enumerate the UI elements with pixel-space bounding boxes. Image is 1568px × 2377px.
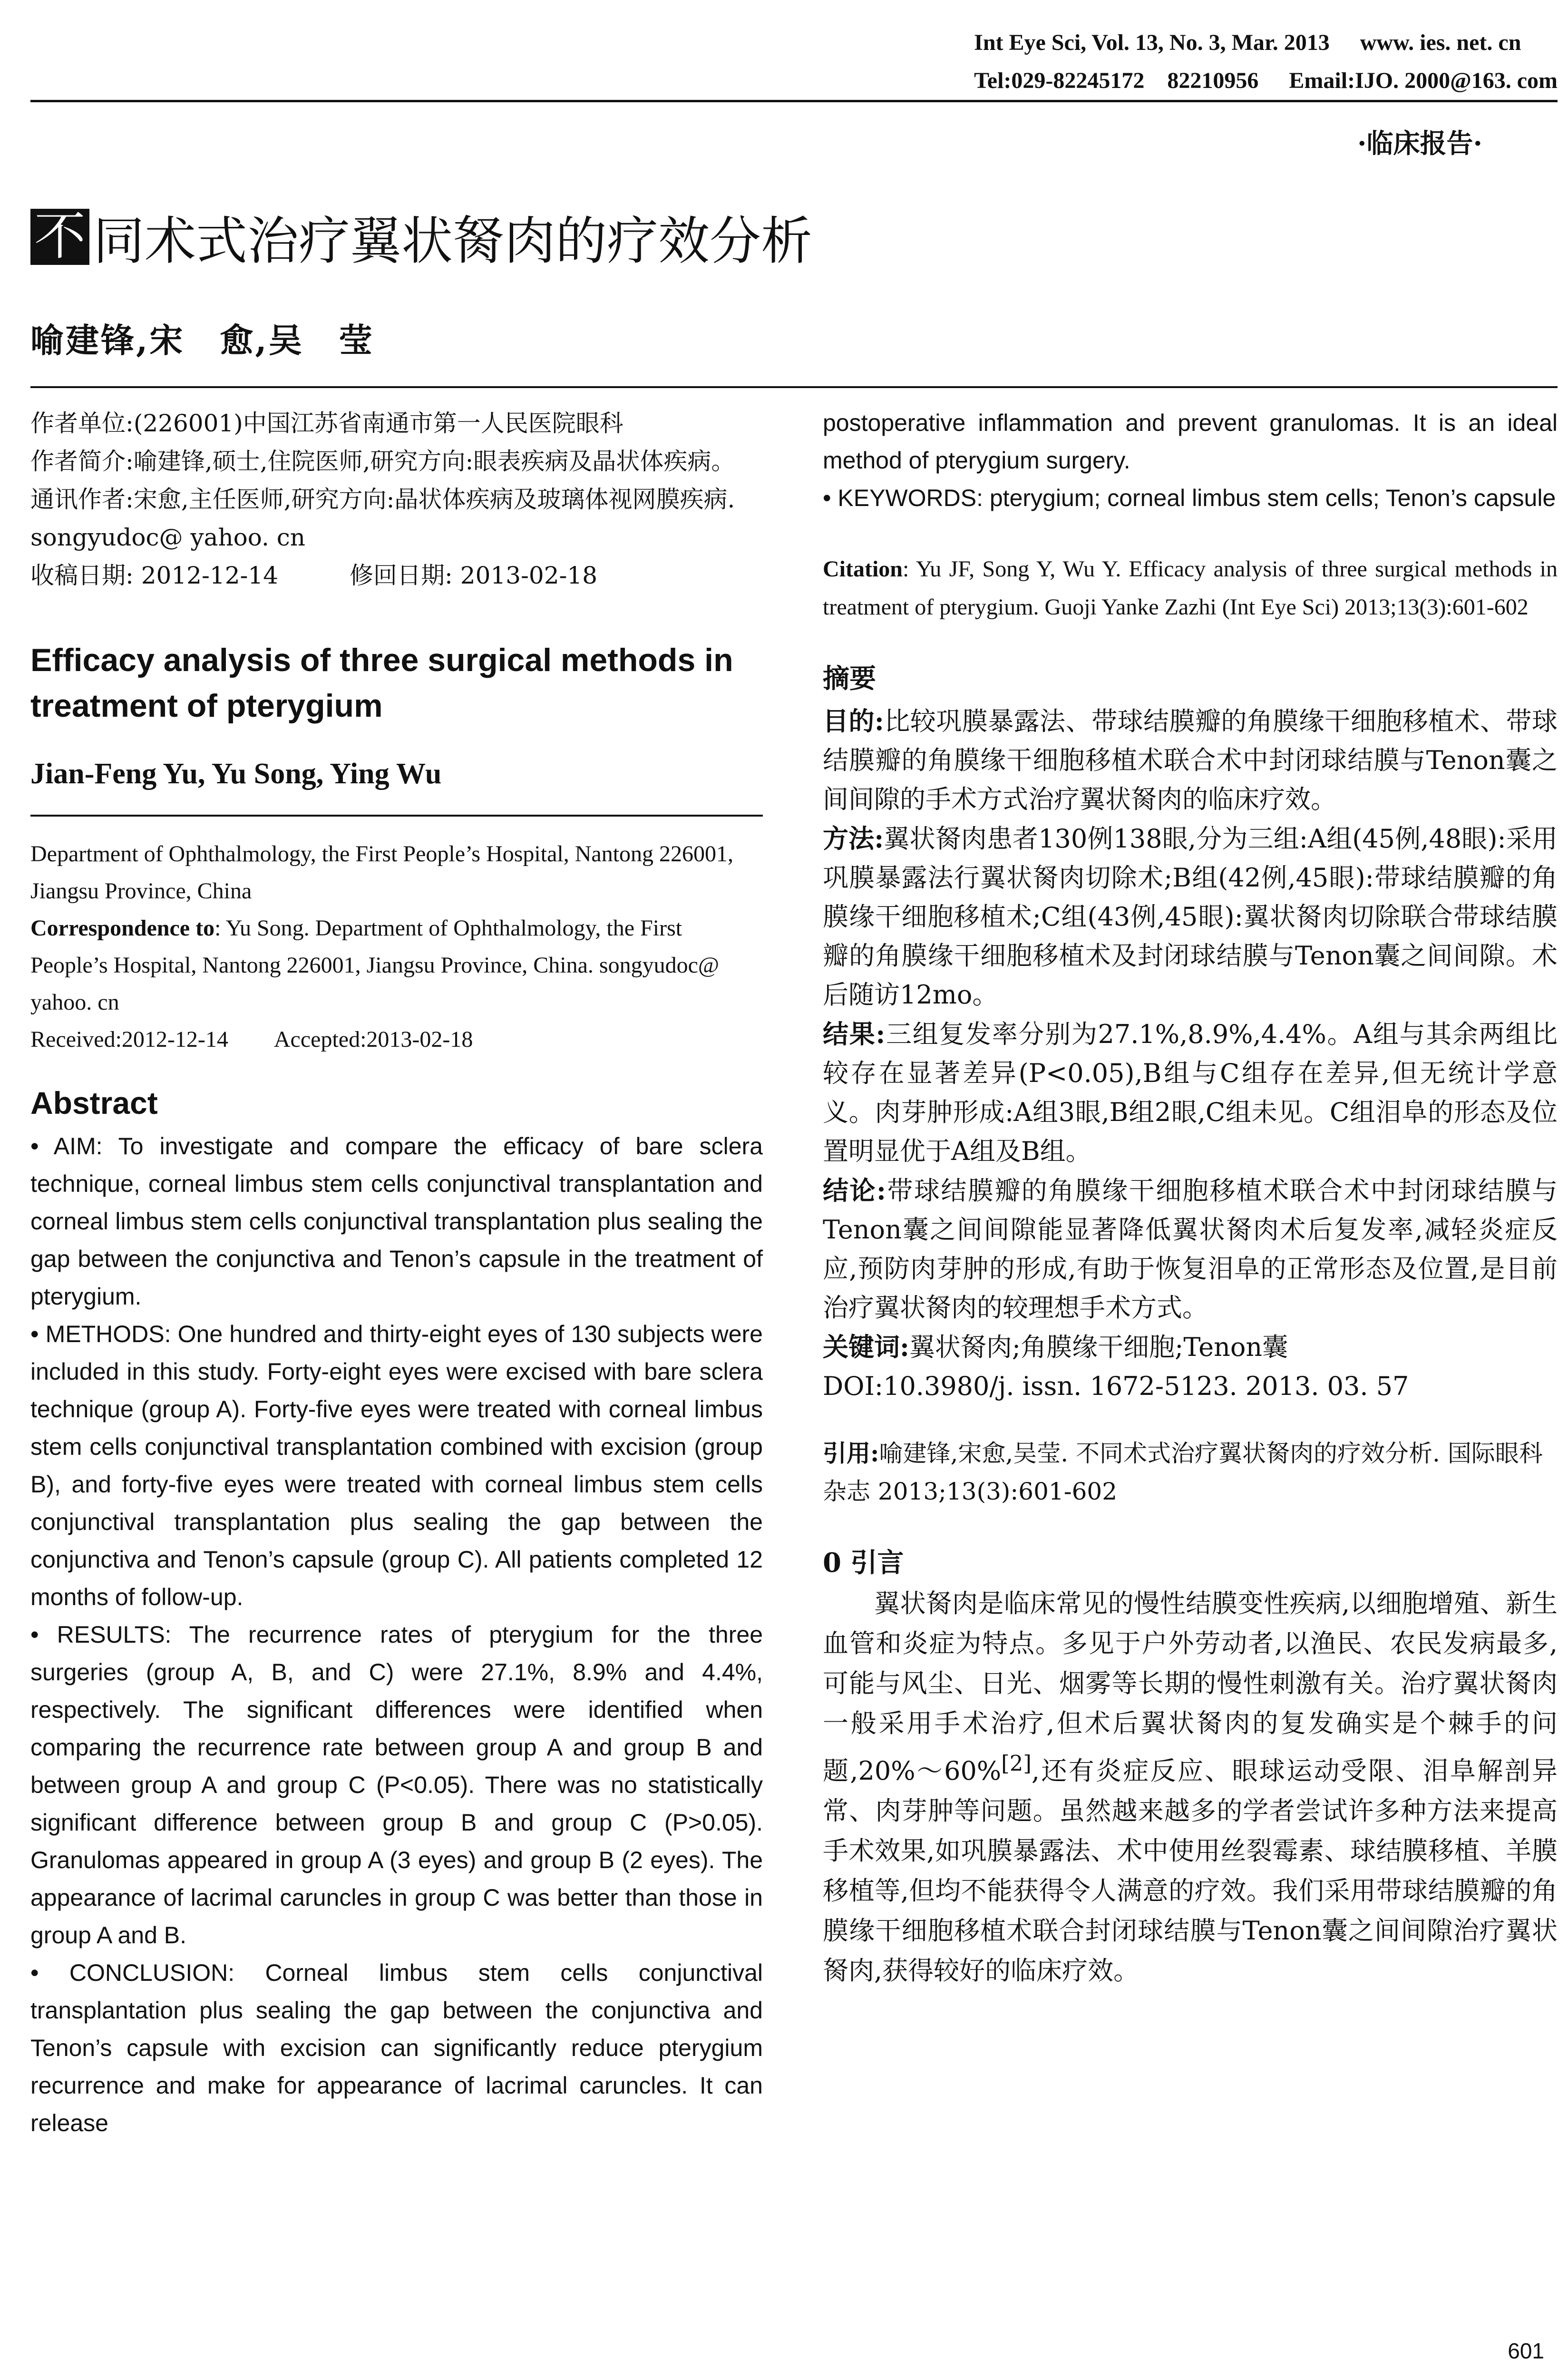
authors-rule [30, 386, 1558, 388]
aim-text: 比较巩膜暴露法、带球结膜瓣的角膜缘干细胞移植术、带球结膜瓣的角膜缘干细胞移植术联合术中封闭球结膜与Tenon囊之间间隙的手术方式治疗翼状胬肉的临床疗效。 [823, 706, 1558, 814]
corresponding-author: 通讯作者:宋愈,主任医师,研究方向:晶状体疾病及玻璃体视网膜疾病. songyudoc@ yahoo. cn [30, 486, 735, 551]
authors-en: Jian-Feng Yu, Yu Song, Ying Wu [30, 758, 442, 790]
introduction-body [823, 1584, 1558, 1991]
title-cn-text: 同术式治疗翼状胬肉的疗效分析 [93, 212, 813, 271]
reference-marker[interactable]: [2] [1001, 1751, 1032, 1776]
abstract-results: • RESULTS: The recurrence rates of pterygium for the three surgeries (group A, B, and C) were 27.1%, 8.9% and 4.4%, respectively. The significant differences were identified when comparing the recurrence rate between group A and group B and between group A and group C (P<0.05). There was no statistically significant difference between group B and group C (P>0.05). Granulomas appeared in group A (3 eyes) and group B (2 eyes). The appearance of lacrimal caruncles in group C was better than those in group A and B. [30, 1621, 763, 1948]
header-rule [30, 100, 1558, 102]
abstract-conclusion: • CONCLUSION: Corneal limbus stem cells conjunctival transplantation plus sealing the gap between the conjunctiva and Tenon’s capsule with excision can significantly reduce pterygium recurrence and make for appearance of lacrimal caruncles. It can release [30, 1959, 763, 2136]
abstract-cn-keywords [823, 1327, 1558, 1367]
abstract-cn-aim [823, 701, 1558, 819]
citation-en-text [823, 550, 1558, 626]
methods-text: 翼状胬肉患者130例138眼,分为三组:A组(45例,48眼):采用巩膜暴露法行翼状胬肉切除术;B组(42例,45眼):带球结膜瓣的角膜缘干细胞移植术;C组(43例,45眼):翼状胬肉切除联合带球结膜瓣的角膜缘干细胞移植术及封闭球结膜与Tenon囊之间间隙。术后随访12mo。 [823, 824, 1558, 1010]
abstract-cn [823, 660, 1558, 1406]
citation-en [823, 550, 1558, 626]
introduction-heading: 0 引言 [823, 1547, 904, 1578]
author-meta-cn [30, 404, 763, 594]
abstract-aim: • AIM: To investigate and compare the efficacy of bare sclera technique, corneal limbus stem cells conjunctival transplantation and corneal limbus stem cells conjunctival transplantation plus sealing the gap between the conjunctiva and Tenon’s capsule in the treatment of pterygium. [30, 1133, 763, 1310]
journal-website[interactable]: www. ies. net. cn [1360, 30, 1521, 55]
received-dates: 收稿日期: 2012-12-14 修回日期: 2013-02-18 [30, 562, 598, 589]
citation-cn [823, 1434, 1558, 1510]
journal-header [974, 24, 1558, 100]
methods-label: 方法: [823, 823, 884, 854]
author-bio: 作者简介:喻建锋,硕士,住院医师,研究方向:眼表疾病及晶状体疾病。 [30, 448, 735, 475]
keywords-text: 翼状胬肉;角膜缘干细胞;Tenon囊 [909, 1332, 1288, 1362]
citation-en-label: Citation [823, 556, 903, 582]
abstract-conclusion-continued: postoperative inflammation and prevent granulomas. It is an ideal method of pterygium surgery. [823, 409, 1558, 474]
abstract-en-continued [823, 404, 1558, 517]
header-line-1 [974, 24, 1558, 62]
abstract-en [30, 1128, 763, 2142]
correspondence [30, 910, 763, 1021]
left-column [30, 404, 763, 2142]
title-cn [30, 200, 812, 273]
introduction-text-2: ,还有炎症反应、眼球运动受限、泪阜解剖异常、肉芽肿等问题。虽然越来越多的学者尝试许多种方法来提高手术效果,如巩膜暴露法、术中使用丝裂霉素、球结膜移植、羊膜移植等,但均不能获得令人满意的疗效。我们采用带球结膜瓣的角膜缘干细胞移植术联合封闭球结膜与Tenon囊之间间隙治疗翼状胬肉,获得较好的临床疗效。 [823, 1756, 1558, 1986]
correspondence-text: : Yu Song. Department of Ophthalmology, the First People’s Hospital, Nantong 226001, Jiangsu Province, China. songyudoc@ yahoo. cn [30, 916, 720, 1015]
abstract-cn-results [823, 1014, 1558, 1171]
citation-en-body: : Yu JF, Song Y, Wu Y. Efficacy analysis of three surgical methods in treatment of pterygium. Guoji Yanke Zazhi (Int Eye Sci) 2013;13(3):601-602 [823, 556, 1558, 620]
header-line-2 [974, 62, 1558, 100]
abstract-cn-conclusion [823, 1171, 1558, 1327]
page-number: 601 [1508, 2338, 1544, 2363]
affiliation-en [30, 836, 763, 1058]
citation-cn-body: 喻建锋,宋愈,吴莹. 不同术式治疗翼状胬肉的疗效分析. 国际眼科杂志 2013;13(3):601-602 [823, 1440, 1543, 1505]
department: Department of Ophthalmology, the First People’s Hospital, Nantong 226001, Jiangsu Province, China [30, 841, 734, 904]
abstract-keywords: • KEYWORDS: pterygium; corneal limbus stem cells; Tenon’s capsule [823, 485, 1556, 511]
citation-cn-text [823, 1434, 1558, 1510]
aim-label: 目的: [823, 706, 884, 736]
abstract-methods: • METHODS: One hundred and thirty-eight eyes of 130 subjects were included in this study. Forty-eight eyes were excised with bare sclera technique (group A). Forty-five eyes were treated with corneal limbus stem cells conjunctival transplantation combined with excision (group B), and forty-five eyes were treated with corneal limbus stem cells conjunctival transplantation plus sealing the gap between the conjunctiva and Tenon’s capsule (group C). All patients completed 12 months of follow-up. [30, 1321, 763, 1610]
correspondence-label: Correspondence to [30, 916, 215, 941]
journal-email[interactable]: Email:IJO. 2000@163. com [1289, 68, 1558, 93]
conclusion-label: 结论: [823, 1175, 886, 1206]
doi[interactable]: DOI:10.3980/j. issn. 1672-5123. 2013. 03. 57 [823, 1371, 1409, 1401]
authors-en-rule [30, 815, 763, 817]
introduction-text-1: 翼状胬肉是临床常见的慢性结膜变性疾病,以细胞增殖、新生血管和炎症为特点。多见于户外劳动者,以渔民、农民发病最多,可能与风尘、日光、烟雾等长期的慢性刺激有关。治疗翼状胬肉一般采用手术治疗,但术后翼状胬肉的复发确实是个棘手的问题,20%～60% [823, 1588, 1558, 1786]
conclusion-text: 带球结膜瓣的角膜缘干细胞移植术联合术中封闭球结膜与Tenon囊之间间隙能显著降低翼状胬肉术后复发率,减轻炎症反应,预防肉芽肿的形成,有助于恢复泪阜的正常形态及位置,是目前治疗翼状胬肉的较理想手术方式。 [823, 1176, 1558, 1323]
authors-cn: 喻建锋,宋 愈,吴 莹 [30, 321, 374, 360]
journal-citation-line: Int Eye Sci, Vol. 13, No. 3, Mar. 2013 [974, 30, 1330, 55]
author-unit: 作者单位:(226001)中国江苏省南通市第一人民医院眼科 [30, 409, 623, 437]
journal-tel: Tel:029-82245172 82210956 [974, 68, 1259, 93]
abstract-cn-methods [823, 819, 1558, 1014]
title-en: Efficacy analysis of three surgical methods in treatment of pterygium [30, 642, 733, 724]
right-column [823, 404, 1558, 1991]
keywords-label: 关键词: [823, 1332, 909, 1362]
received-accepted: Received:2012-12-14 Accepted:2013-02-18 [30, 1027, 473, 1052]
section-tag: ·临床报告· [1357, 128, 1482, 159]
introduction [823, 1544, 1558, 1991]
results-text: 三组复发率分别为27.1%,8.9%,4.4%。A组与其余两组比较存在显著差异(P<0.05),B组与C组存在差异,但无统计学意义。肉芽肿形成:A组3眼,B组2眼,C组未见。C组泪阜的形态及位置明显优于A组及B组。 [823, 1019, 1558, 1166]
abstract-cn-heading: 摘要 [823, 663, 876, 694]
results-label: 结果: [823, 1019, 886, 1049]
abstract-heading: Abstract [30, 1085, 158, 1120]
citation-cn-label: 引用: [823, 1439, 879, 1467]
title-dropcap: 不 [30, 209, 89, 265]
